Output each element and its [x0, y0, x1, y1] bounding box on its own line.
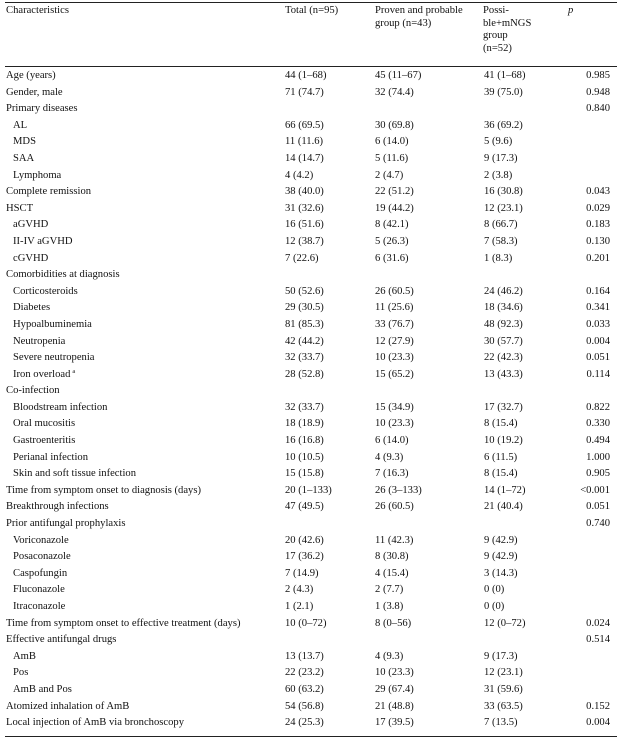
cell-total: 42 (44.2) [285, 335, 324, 347]
cell-possible-mngs: 10 (19.2) [484, 435, 523, 447]
row-label: Voriconazole [13, 534, 69, 546]
table-row [0, 700, 622, 717]
table-row [0, 235, 622, 252]
cell-possible-mngs: 33 (63.5) [484, 700, 523, 712]
table-row [0, 301, 622, 318]
cell-p-value: <0.001 [580, 484, 610, 496]
table-row [0, 484, 622, 501]
cell-proven-probable: 11 (42.3) [375, 534, 414, 546]
row-label: Effective antifungal drugs [6, 634, 117, 646]
row-label: Atomized inhalation of AmB [6, 700, 130, 712]
cell-total: 32 (33.7) [285, 352, 324, 364]
header-p-value: p [568, 5, 574, 16]
row-label: Time from symptom onset to effective treatment (days) [6, 617, 241, 629]
table-row [0, 185, 622, 202]
cell-proven-probable: 10 (23.3) [375, 667, 414, 679]
cell-p-value: 0.152 [586, 700, 610, 712]
cell-possible-mngs: 18 (34.6) [484, 302, 523, 314]
table-row [0, 368, 622, 385]
cell-total: 4 (4.2) [285, 169, 314, 181]
table-row [0, 135, 622, 152]
cell-proven-probable: 5 (11.6) [375, 152, 409, 164]
cell-possible-mngs: 21 (40.4) [484, 501, 523, 513]
row-label: Gastroenteritis [13, 435, 76, 447]
cell-p-value: 0.948 [586, 86, 610, 98]
cell-possible-mngs: 16 (30.8) [484, 186, 523, 198]
table-bottom-rule [5, 736, 617, 737]
cell-total: 71 (74.7) [285, 86, 324, 98]
row-label: aGVHD [13, 219, 49, 231]
cell-proven-probable: 12 (27.9) [375, 335, 414, 347]
cell-possible-mngs: 3 (14.3) [484, 567, 518, 579]
row-label: Caspofungin [13, 567, 68, 579]
cell-total: 81 (85.3) [285, 318, 324, 330]
cell-p-value: 0.201 [586, 252, 610, 264]
cell-possible-mngs: 41 (1–68) [484, 70, 526, 81]
cell-possible-mngs: 24 (46.2) [484, 285, 523, 297]
table-row [0, 583, 622, 600]
cell-proven-probable: 15 (65.2) [375, 368, 414, 380]
cell-total: 24 (25.3) [285, 717, 324, 729]
cell-possible-mngs: 8 (15.4) [484, 418, 518, 430]
header-characteristics: Characteristics [6, 5, 69, 16]
table-row [0, 500, 622, 517]
row-label: Complete remission [6, 186, 92, 198]
row-label: cGVHD [13, 252, 49, 264]
row-label: Oral mucositis [13, 418, 76, 430]
cell-possible-mngs: 36 (69.2) [484, 119, 523, 131]
cell-total: 14 (14.7) [285, 152, 324, 164]
row-label: Bloodstream infection [13, 401, 108, 413]
cell-total: 12 (38.7) [285, 235, 324, 247]
cell-p-value: 0.114 [586, 368, 610, 380]
row-label: Time from symptom onset to diagnosis (days) [6, 484, 202, 496]
cell-total: 32 (33.7) [285, 401, 324, 413]
row-label: Corticosteroids [13, 285, 78, 297]
cell-proven-probable: 2 (7.7) [375, 584, 404, 596]
cell-possible-mngs: 5 (9.6) [484, 136, 513, 148]
table-row [0, 119, 622, 136]
table-row [0, 534, 622, 551]
row-label: II-IV aGVHD [13, 235, 73, 247]
cell-proven-probable: 33 (76.7) [375, 318, 414, 330]
cell-proven-probable: 21 (48.8) [375, 700, 414, 712]
cell-possible-mngs: 0 (0) [484, 601, 505, 612]
footnote-marker: a [72, 367, 76, 375]
table-row [0, 633, 622, 650]
row-label: Hypoalbuminemia [13, 318, 92, 330]
cell-total: 44 (1–68) [285, 70, 327, 81]
row-label: Skin and soft tissue infection [13, 468, 136, 480]
table-row [0, 683, 622, 700]
row-label: Itraconazole [13, 601, 66, 612]
cell-proven-probable: 45 (11–67) [375, 70, 422, 81]
row-label: Local injection of AmB via bronchoscopy [6, 717, 184, 729]
cell-p-value: 0.840 [586, 103, 610, 115]
cell-proven-probable: 15 (34.9) [375, 401, 414, 413]
row-label: Prior antifungal prophylaxis [6, 518, 126, 530]
cell-total: 18 (18.9) [285, 418, 324, 430]
row-label: HSCT [6, 202, 34, 214]
cell-total: 54 (56.8) [285, 700, 324, 712]
cell-total: 13 (13.7) [285, 650, 324, 662]
cell-total: 22 (23.2) [285, 667, 324, 679]
cell-possible-mngs: 9 (17.3) [484, 650, 518, 662]
cell-p-value: 0.183 [586, 219, 610, 231]
cell-proven-probable: 8 (30.8) [375, 551, 409, 563]
table-row [0, 650, 622, 667]
cell-proven-probable: 10 (23.3) [375, 418, 414, 430]
cell-proven-probable: 11 (25.6) [375, 302, 414, 314]
cell-total: 60 (63.2) [285, 683, 324, 695]
cell-proven-probable: 2 (4.7) [375, 169, 404, 181]
cell-total: 7 (22.6) [285, 252, 319, 264]
row-label: Comorbidities at diagnosis [6, 269, 120, 281]
table-row [0, 417, 622, 434]
cell-p-value: 0.822 [586, 401, 610, 413]
header-bottom-rule [5, 66, 617, 67]
cell-possible-mngs: 8 (66.7) [484, 219, 518, 231]
cell-total: 28 (52.8) [285, 368, 324, 380]
cell-possible-mngs: 2 (3.8) [484, 169, 513, 181]
table-row [0, 318, 622, 335]
cell-possible-mngs: 6 (11.5) [484, 451, 518, 463]
row-label: Breakthrough infections [6, 501, 109, 513]
cell-proven-probable: 6 (31.6) [375, 252, 409, 264]
cell-total: 20 (1–133) [285, 484, 332, 496]
cell-possible-mngs: 9 (42.9) [484, 534, 518, 546]
table-row [0, 335, 622, 352]
cell-total: 20 (42.6) [285, 534, 324, 546]
cell-p-value: 0.740 [586, 518, 610, 530]
cell-proven-probable: 7 (16.3) [375, 468, 409, 480]
cell-possible-mngs: 17 (32.7) [484, 401, 523, 413]
cell-proven-probable: 8 (0–56) [375, 617, 412, 629]
cell-p-value: 0.051 [586, 501, 610, 513]
cell-possible-mngs: 12 (0–72) [484, 617, 526, 629]
row-label: Co-infection [6, 385, 60, 397]
table-row [0, 102, 622, 119]
table-row [0, 550, 622, 567]
cell-possible-mngs: 8 (15.4) [484, 468, 518, 480]
cell-p-value: 0.341 [586, 302, 610, 314]
cell-proven-probable: 32 (74.4) [375, 86, 414, 98]
cell-proven-probable: 26 (3–133) [375, 484, 422, 496]
table-row [0, 467, 622, 484]
cell-total: 50 (52.6) [285, 285, 324, 297]
table-row [0, 69, 622, 86]
cell-proven-probable: 4 (9.3) [375, 451, 404, 463]
cell-proven-probable: 26 (60.5) [375, 285, 414, 297]
row-label: SAA [13, 152, 35, 164]
table-top-rule [5, 2, 617, 3]
cell-proven-probable: 29 (67.4) [375, 683, 414, 695]
row-label: Age (years) [6, 70, 56, 81]
table-row [0, 252, 622, 269]
cell-p-value: 0.033 [586, 318, 610, 330]
cell-p-value: 0.130 [586, 235, 610, 247]
cell-total: 16 (16.8) [285, 435, 324, 447]
cell-total: 15 (15.8) [285, 468, 324, 480]
row-label: Fluconazole [13, 584, 65, 596]
cell-possible-mngs: 12 (23.1) [484, 667, 523, 679]
table-row [0, 86, 622, 103]
cell-proven-probable: 4 (9.3) [375, 650, 404, 662]
cell-possible-mngs: 14 (1–72) [484, 484, 526, 496]
cell-proven-probable: 17 (39.5) [375, 717, 414, 729]
table-row [0, 384, 622, 401]
cell-p-value: 0.051 [586, 352, 610, 364]
row-label: Lymphoma [13, 169, 62, 181]
table-row [0, 600, 622, 617]
table-row [0, 666, 622, 683]
cell-proven-probable: 6 (14.0) [375, 136, 409, 148]
row-label: AmB and Pos [13, 683, 72, 695]
table-row [0, 716, 622, 733]
cell-p-value: 0.330 [586, 418, 610, 430]
cell-possible-mngs: 31 (59.6) [484, 683, 523, 695]
cell-proven-probable: 8 (42.1) [375, 219, 409, 231]
cell-total: 1 (2.1) [285, 601, 314, 612]
cell-proven-probable: 19 (44.2) [375, 202, 414, 214]
cell-total: 66 (69.5) [285, 119, 324, 131]
cell-p-value: 1.000 [586, 451, 610, 463]
row-label: Diabetes [13, 302, 51, 314]
cell-p-value: 0.514 [586, 634, 610, 646]
header-possible-mngs: Possi- ble+mNGS group (n=52) [483, 5, 532, 54]
table-body [0, 69, 622, 733]
table-row [0, 268, 622, 285]
cell-possible-mngs: 12 (23.1) [484, 202, 523, 214]
row-label: Pos [13, 667, 29, 679]
cell-proven-probable: 6 (14.0) [375, 435, 409, 447]
cell-possible-mngs: 30 (57.7) [484, 335, 523, 347]
table-row [0, 218, 622, 235]
row-label: AL [13, 119, 28, 131]
cell-p-value: 0.905 [586, 468, 610, 480]
cell-proven-probable: 26 (60.5) [375, 501, 414, 513]
cell-total: 29 (30.5) [285, 302, 324, 314]
table-row [0, 169, 622, 186]
cell-p-value: 0.004 [586, 717, 610, 729]
cell-proven-probable: 22 (51.2) [375, 186, 414, 198]
row-label: Severe neutropenia [13, 352, 95, 364]
cell-possible-mngs: 1 (8.3) [484, 252, 513, 264]
cell-total: 16 (51.6) [285, 219, 324, 231]
cell-possible-mngs: 48 (92.3) [484, 318, 523, 330]
row-label: Primary diseases [6, 103, 78, 115]
table-row [0, 434, 622, 451]
cell-p-value: 0.004 [586, 335, 610, 347]
table-row [0, 617, 622, 634]
table-row [0, 401, 622, 418]
cell-proven-probable: 30 (69.8) [375, 119, 414, 131]
table-row [0, 285, 622, 302]
row-label: Perianal infection [13, 451, 89, 463]
cell-possible-mngs: 13 (43.3) [484, 368, 523, 380]
cell-p-value: 0.985 [586, 70, 610, 81]
cell-proven-probable: 4 (15.4) [375, 567, 409, 579]
cell-total: 2 (4.3) [285, 584, 314, 596]
table-row [0, 567, 622, 584]
row-label: Iron overload $^a$ [13, 367, 76, 380]
row-label: Posaconazole [13, 551, 71, 563]
cell-total: 10 (0–72) [285, 617, 327, 629]
cell-total: 10 (10.5) [285, 451, 324, 463]
cell-p-value: 0.029 [586, 202, 610, 214]
cell-p-value: 0.494 [586, 435, 610, 447]
cell-p-value: 0.043 [586, 186, 610, 198]
table-row [0, 351, 622, 368]
cell-proven-probable: 1 (3.8) [375, 601, 404, 612]
header-proven-probable: Proven and probable group (n=43) [375, 5, 463, 29]
cell-total: 11 (11.6) [285, 136, 324, 148]
table-row [0, 152, 622, 169]
cell-possible-mngs: 7 (58.3) [484, 235, 518, 247]
row-label: Neutropenia [13, 335, 66, 347]
header-total: Total (n=95) [285, 5, 339, 16]
table-row [0, 517, 622, 534]
cell-possible-mngs: 0 (0) [484, 584, 505, 596]
cell-proven-probable: 5 (26.3) [375, 235, 409, 247]
row-label: Gender, male [6, 86, 63, 98]
cell-possible-mngs: 9 (17.3) [484, 152, 518, 164]
cell-possible-mngs: 9 (42.9) [484, 551, 518, 563]
cell-p-value: 0.024 [586, 617, 610, 629]
cell-possible-mngs: 7 (13.5) [484, 717, 518, 729]
cell-total: 38 (40.0) [285, 186, 324, 198]
cell-total: 7 (14.9) [285, 567, 319, 579]
cell-possible-mngs: 22 (42.3) [484, 352, 523, 364]
cell-p-value: 0.164 [586, 285, 610, 297]
cell-total: 47 (49.5) [285, 501, 324, 513]
table-row [0, 202, 622, 219]
row-label: AmB [13, 650, 36, 662]
row-label: MDS [13, 136, 36, 148]
cell-possible-mngs: 39 (75.0) [484, 86, 523, 98]
table-row [0, 451, 622, 468]
cell-total: 31 (32.6) [285, 202, 324, 214]
cell-proven-probable: 10 (23.3) [375, 352, 414, 364]
cell-total: 17 (36.2) [285, 551, 324, 563]
